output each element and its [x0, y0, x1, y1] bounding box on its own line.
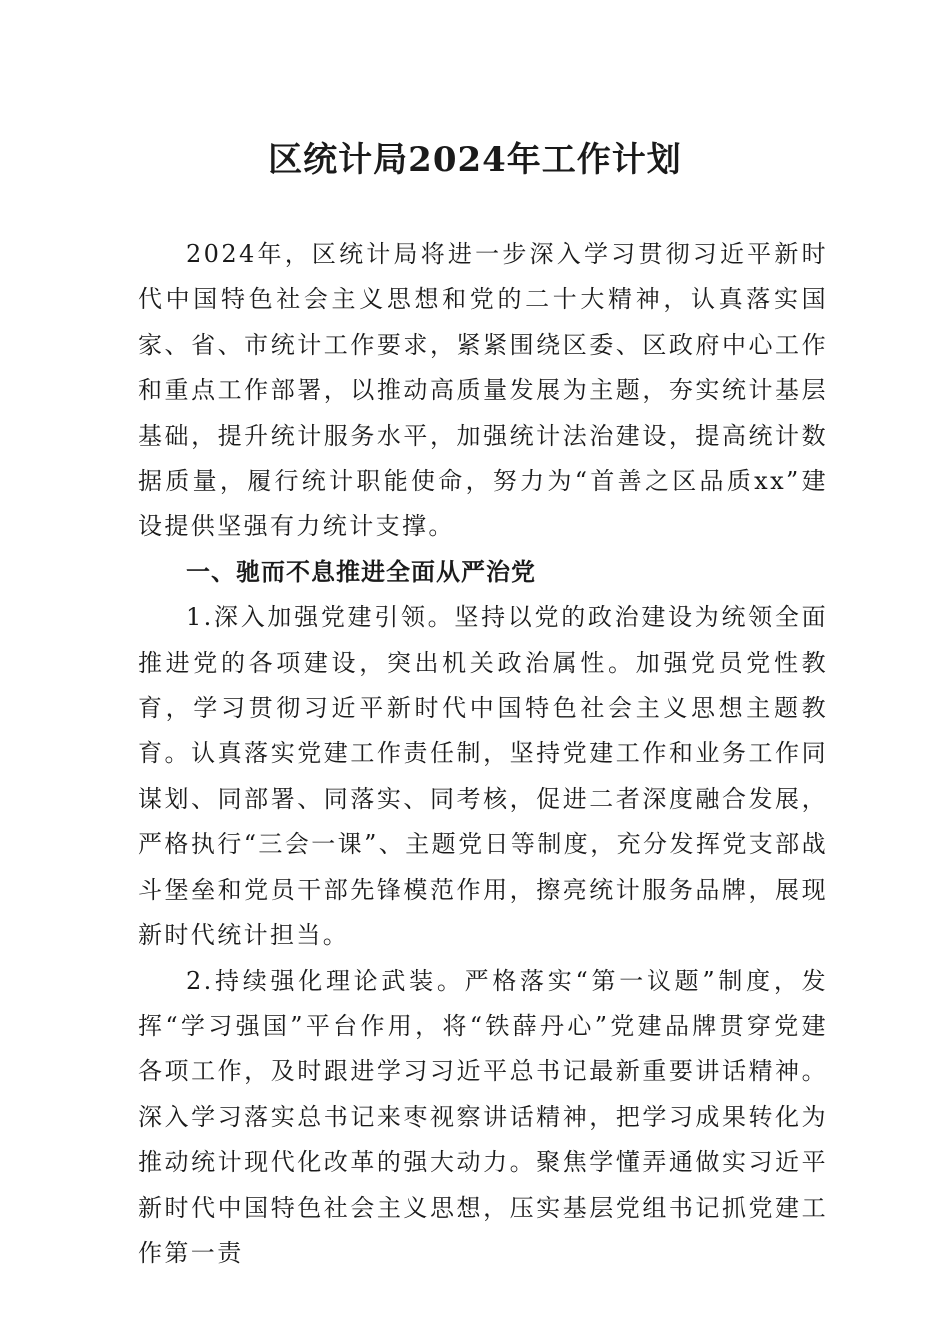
- item-paragraph-2: 2.持续强化理论武装。严格落实“第一议题”制度，发挥“学习强国”平台作用，将“铁薛丹心”党建品牌贯穿党建各项工作，及时跟进学习习近平总书记最新重要讲话精神。深入学习落实总书记来枣视察讲话精神，把学习成果转化为推动统计现代化改革的强大动力。聚焦学懂弄通做实习近平新时代中国特色社会主义思想，压实基层党组书记抓党建工作第一责: [138, 966, 828, 1267]
- item-paragraph-1: 1.深入加强党建引领。坚持以党的政治建设为统领全面推进党的各项建设，突出机关政治属性。加强党员党性教育，学习贯彻习近平新时代中国特色社会主义思想主题教育。认真落实党建工作责任制，坚持党建工作和业务工作同谋划、同部署、同落实、同考核，促进二者深度融合发展，严格执行“三会一课”、主题党日等制度，充分发挥党支部战斗堡垒和党员干部先锋模范作用，擦亮统计服务品牌，展现新时代统计担当。: [138, 603, 828, 950]
- intro-paragraph: 2024年，区统计局将进一步深入学习贯彻习近平新时代中国特色社会主义思想和党的二十大精神，认真落实国家、省、市统计工作要求，紧紧围绕区委、区政府中心工作和重点工作部署，以推动高质量发展为主题，夯实统计基层基础，提升统计服务水平，加强统计法治建设，提高统计数据质量，履行统计职能使命，努力为“首善之区品质xx”建设提供坚强有力统计支撑。: [138, 240, 828, 541]
- document-title: 区统计局2024年工作计划: [268, 140, 682, 180]
- document-body: [138, 232, 828, 1276]
- section-heading-1: 一、驰而不息推进全面从严治党: [186, 557, 536, 586]
